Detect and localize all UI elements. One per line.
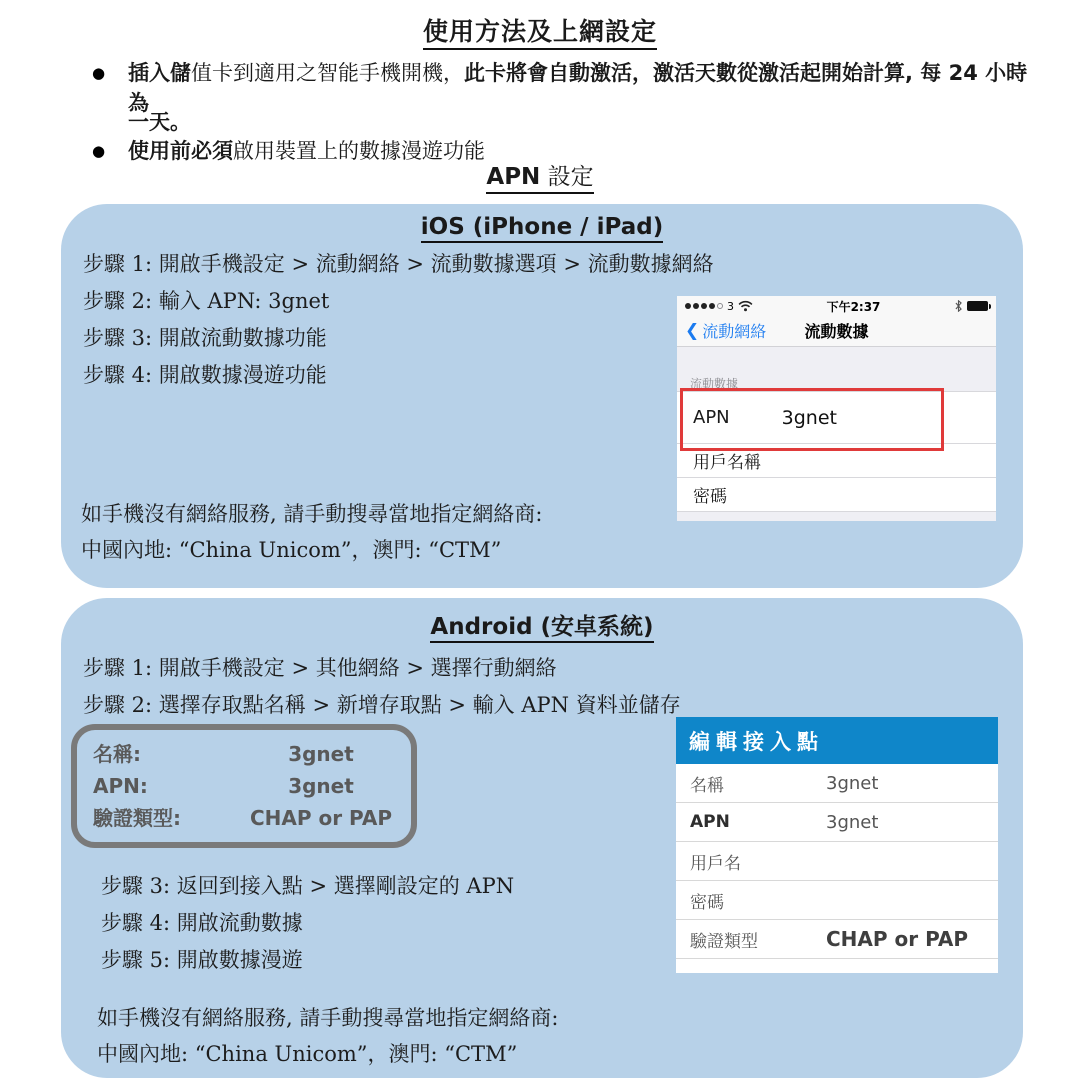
android-auth-value: CHAP or PAP: [826, 927, 969, 951]
page-title-text: 使用方法及上網設定: [423, 17, 657, 50]
apn-heading-en: APN: [486, 164, 541, 190]
bullet1-regular-run: 值卡到適用之智能手機開機，: [191, 61, 464, 85]
android-note-line2: 中國內地: “China Unicom”，澳門: “CTM”: [97, 1042, 518, 1066]
ios-step-4: 步驟 4: 開啟數據漫遊功能: [83, 363, 327, 387]
group-spacer: [677, 347, 996, 375]
wifi-icon: [738, 300, 753, 312]
signal-strength-icon: [685, 303, 723, 309]
bullet1-bold-run: 插入儲: [128, 61, 191, 85]
callout-apn-value: 3gnet: [288, 774, 354, 798]
ios-card-heading: [61, 214, 1023, 240]
android-name-row: [676, 764, 998, 803]
android-auth-row: [676, 920, 998, 959]
apn-section-heading: [0, 158, 1080, 191]
android-username-row: [676, 842, 998, 881]
password-row: [677, 478, 996, 512]
bullet-text: [128, 58, 1028, 118]
apn-heading-zh: 設定: [547, 164, 594, 190]
android-steps-top: [83, 650, 681, 724]
ios-step-2: 步驟 2: 輸入 APN: 3gnet: [83, 289, 330, 313]
ios-step-3: 步驟 3: 開啟流動數據功能: [83, 326, 327, 350]
ios-network-note: [81, 496, 542, 568]
android-instruction-card: [61, 598, 1023, 1078]
bluetooth-icon: [954, 300, 963, 312]
highlight-rectangle: [680, 388, 944, 451]
status-time: 下午2:37: [826, 299, 881, 314]
callout-row-apn: [93, 770, 411, 802]
callout-name-value: 3gnet: [288, 742, 354, 766]
ios-card-heading-text: iOS (iPhone / iPad): [421, 214, 663, 243]
android-note-line1: 如手機沒有網絡服務, 請手動搜尋當地指定網絡商:: [97, 1006, 559, 1030]
android-apn-label: APN: [690, 812, 730, 832]
android-apn-row: [676, 803, 998, 842]
callout-auth-value: CHAP or PAP: [249, 806, 393, 830]
android-name-value: 3gnet: [826, 772, 879, 794]
ios-statusbar-navbar: [677, 296, 996, 347]
bullet1-bold-run2: 此卡將會自動激活，激活天數從激活起開始計算, 每 24 小時為: [128, 61, 1028, 115]
group-section-label: 流動數據: [677, 375, 996, 391]
android-card-heading: [61, 608, 1023, 641]
ios-note-line1: 如手機沒有網絡服務, 請手動搜尋當地指定網絡商:: [81, 502, 543, 526]
back-chevron-icon: ❮: [685, 320, 700, 341]
ios-step-1: 步驟 1: 開啟手機設定 > 流動網絡 > 流動數據選項 > 流動數據網絡: [83, 252, 714, 276]
apn-heading-text: [486, 164, 593, 194]
bullet-item-activation: [92, 58, 1028, 118]
callout-row-name: [93, 738, 411, 770]
android-password-label: 密碼: [690, 892, 724, 913]
android-apn-value: 3gnet: [826, 811, 879, 833]
ios-note-line2: 中國內地: “China Unicom”，澳門: “CTM”: [81, 538, 502, 562]
android-steps-bottom: [101, 868, 514, 979]
android-name-label: 名稱: [690, 775, 724, 796]
android-step-1: 步驟 1: 開啟手機設定 > 其他網絡 > 選擇行動網絡: [83, 656, 557, 680]
apn-row-label: APN: [693, 407, 730, 428]
ios-instruction-card: [61, 204, 1023, 588]
battery-icon: [967, 301, 988, 311]
back-button-label: 流動網絡: [702, 322, 767, 341]
android-card-heading-text: Android (安卓系統): [430, 614, 653, 643]
ios-nav-bar: [677, 316, 996, 345]
password-row-label: 密碼: [693, 487, 727, 507]
android-step-4: 步驟 4: 開啟流動數據: [101, 911, 303, 935]
bullet2-regular-run: 啟用裝置上的數據漫遊功能: [233, 139, 485, 163]
android-network-note: [97, 1000, 558, 1072]
android-apn-screenshot: [676, 717, 998, 973]
android-screen-title: 編輯接入點: [676, 717, 998, 764]
carrier-label: 3: [727, 299, 734, 313]
status-right-icons: [954, 300, 988, 312]
bullet2-bold-run: 使用前必須: [128, 139, 233, 163]
callout-row-auth: [93, 802, 411, 834]
ios-status-bar: [677, 296, 996, 316]
ios-steps-list: [83, 246, 714, 394]
bullet1-line2: 一天。: [128, 110, 191, 134]
username-row-label: 用戶名稱: [693, 453, 761, 473]
android-step-2: 步驟 2: 選擇存取點名稱 > 新增存取點 > 輸入 APN 資料並儲存: [83, 693, 681, 717]
ios-settings-screenshot: [677, 296, 996, 521]
android-password-row: [676, 881, 998, 920]
bullet-dot-icon: ●: [92, 142, 106, 160]
android-step-3: 步驟 3: 返回到接入點 > 選擇剛設定的 APN: [101, 874, 515, 898]
callout-auth-label: 驗證類型:: [93, 806, 181, 830]
callout-name-label: 名稱:: [93, 742, 141, 766]
nav-title: 流動數據: [804, 322, 869, 341]
apn-callout-box: [71, 724, 417, 848]
apn-row-value: 3gnet: [781, 406, 837, 429]
android-auth-label: 驗證類型: [690, 931, 758, 952]
bullet-dot-icon: ●: [92, 64, 106, 82]
page-title: [0, 12, 1080, 48]
android-username-label: 用戶名: [690, 853, 741, 874]
callout-apn-label: APN:: [93, 774, 148, 798]
android-step-5: 步驟 5: 開啟數據漫遊: [101, 948, 303, 972]
